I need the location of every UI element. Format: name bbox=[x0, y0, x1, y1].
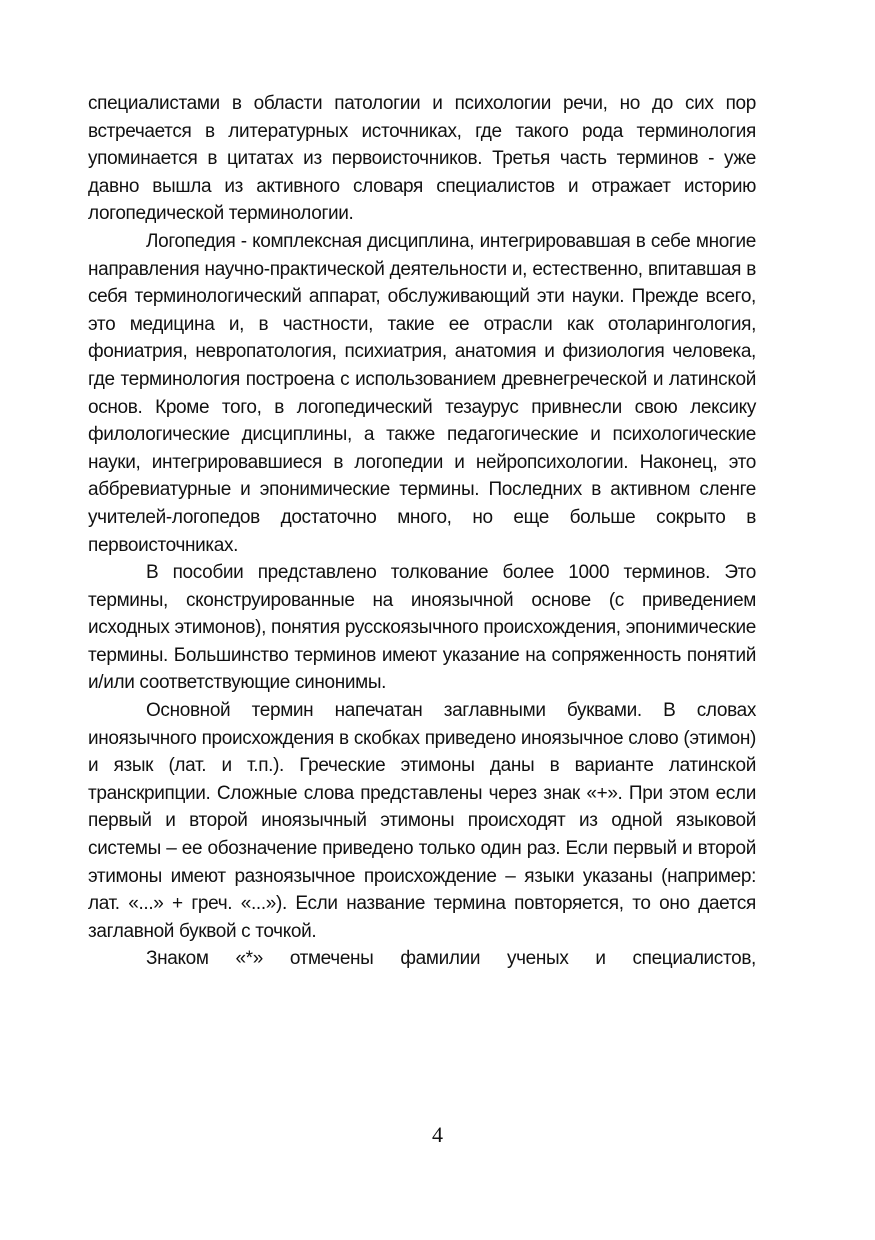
paragraph-4: Основной термин напечатан заглавными буквами. В словах иноязычного происхождения в скобках приведено иноязычное слово (этимон) и язык (лат. и т.п.). Греческие этимоны даны в варианте латинской транскрипции. Сложные слова представлены через знак «+». При этом если первый и второй иноязычный этимоны происходят из одной языковой системы – ее обозначение приведено только один раз. Если первый и второй этимоны имеют разноязычное происхождение – языки указаны (например: лат. «...» + греч. «...»). Если название термина повторяется, то оно дается заглавной буквой с точкой. bbox=[88, 700, 756, 942]
paragraph-3: В пособии представлено толкование более 1000 терминов. Это термины, сконструированные на иноязычной основе (с приведением исходных этимонов), понятия русскоязычного происхождения, эпонимические термины. Большинство терминов имеют указание на сопряженность понятий и/или соответствующие синонимы. bbox=[88, 562, 756, 694]
paragraph-2: Логопедия - комплексная дисциплина, интегрировавшая в себе многие направления научно-практической деятельности и, естественно, впитавшая в себя терминологический аппарат, обслуживающий эти науки. Прежде всего, это медицина и, в частности, такие ее отрасли как отоларингология, фониатрия, невропатология, психиатрия, анатомия и физиология человека, где терминология построена с использованием древнегреческой и латинской основ. Кроме того, в логопедический тезаурус привнесли свою лексику филологические дисциплины, а также педагогические и психологические науки, интегрировавшиеся в логопедии и нейропсихологии. Наконец, это аббревиатурные и эпонимические термины. Последних в активном сленге учителей-логопедов достаточно много, но еще больше сокрыто в первоисточниках. bbox=[88, 230, 756, 556]
paragraph-1: специалистами в области патологии и психологии речи, но до сих пор встречается в литературных источниках, где такого рода терминология упоминается в цитатах из первоисточников. Третья часть терминов - уже давно вышла из активного словаря специалистов и отражает историю логопедической терминологии. bbox=[88, 93, 756, 225]
page-number: 4 bbox=[432, 1122, 443, 1147]
paragraph-5: Знаком «*» отмечены фамилии ученых и специалистов, bbox=[146, 948, 756, 970]
body-text bbox=[88, 90, 756, 973]
